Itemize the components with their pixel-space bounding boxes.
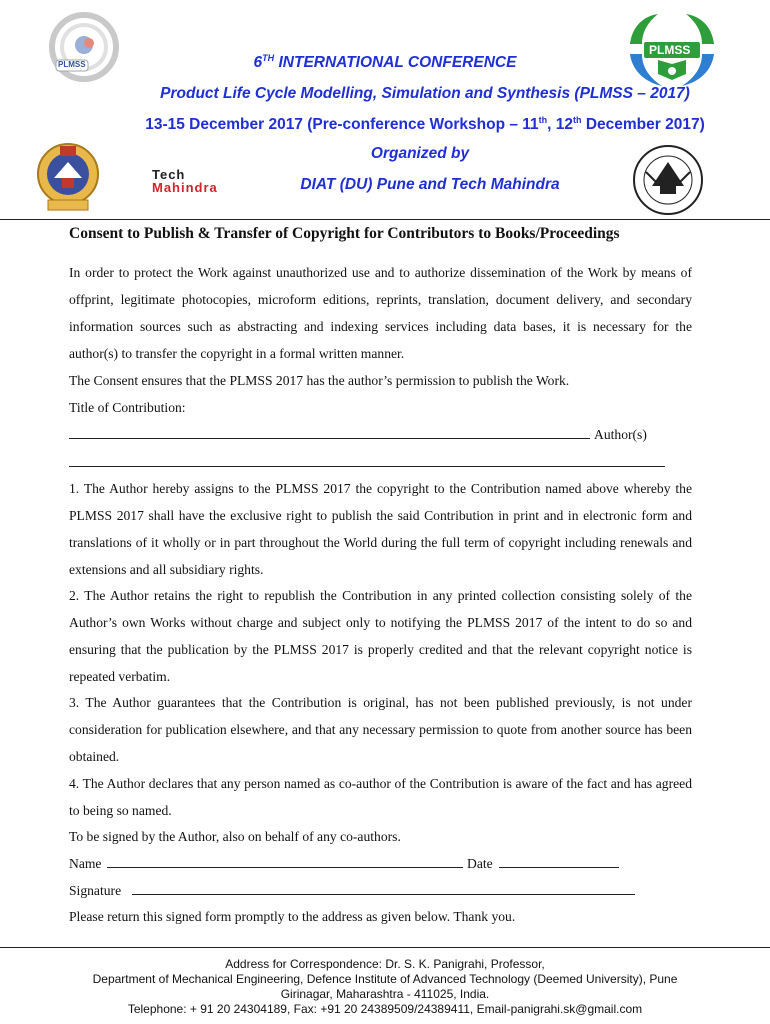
title-underline[interactable] bbox=[69, 438, 590, 439]
plmss-logo-left bbox=[48, 12, 120, 82]
authors-underline[interactable] bbox=[69, 466, 665, 467]
footer-contact-line: Telephone: + 91 20 24304189, Fax: +91 20 24389509/24389411, Email-panigrahi.sk@gmail.com bbox=[127, 1002, 643, 1016]
conference-dates bbox=[60, 115, 770, 134]
organized-by-label: Organized by bbox=[370, 145, 470, 162]
name-label: Name bbox=[69, 856, 102, 871]
clause-3: 3. The Author guarantees that the Contribution is original, has not been published previously, is not under consideration for publication elsewhere, and that any necessary permission to quote from another source has been obtained. bbox=[69, 695, 692, 764]
return-note: Please return this signed form promptly to the address as given below. Thank you. bbox=[69, 909, 516, 924]
form-title: Consent to Publish & Transfer of Copyright for Contributors to Books/Proceedings bbox=[69, 225, 620, 242]
footer-address-line2: Department of Mechanical Engineering, Defence Institute of Advanced Technology (Deemed University), Pune bbox=[92, 972, 678, 986]
conference-dates-sup2: th bbox=[573, 115, 582, 125]
signed-by-note: To be signed by the Author, also on behalf of any co-authors. bbox=[69, 829, 401, 844]
date-label: Date bbox=[467, 856, 493, 871]
clause-1: 1. The Author hereby assigns to the PLMSS 2017 the copyright to the Contribution named above whereby the PLMSS 2017 shall have the exclusive right to publish the said Contribution in print and in electronic form and translations of it wholly or in part throughout the World during the full term of copyright including renewals and extensions and all subsidiary rights. bbox=[69, 481, 692, 577]
clause-4: 4. The Author declares that any person named as co-author of the Contribution is aware of the fact and has agreed to being so named. bbox=[69, 776, 692, 818]
tech-mahindra-logo bbox=[152, 168, 244, 198]
conference-ordinal: 6 bbox=[253, 54, 263, 72]
consent-line: The Consent ensures that the PLMSS 2017 has the author’s permission to publish the Work. bbox=[69, 373, 570, 388]
title-of-contribution-label: Title of Contribution: bbox=[69, 400, 186, 415]
conference-title: Product Life Cycle Modelling, Simulation and Synthesis (PLMSS – 2017) bbox=[160, 85, 690, 102]
conference-dates-part-c: December 2017) bbox=[581, 116, 705, 134]
footer-address-line1: Address for Correspondence: Dr. S. K. Panigrahi, Professor, bbox=[225, 957, 545, 971]
conference-dates-part-a: 13-15 December 2017 (Pre-conference Workshop – 11 bbox=[145, 116, 539, 134]
plmss-logo-right bbox=[622, 8, 722, 90]
signature-label: Signature bbox=[69, 883, 122, 898]
footer-divider bbox=[0, 947, 770, 948]
conference-number-heading bbox=[170, 53, 600, 72]
date-field[interactable] bbox=[499, 867, 619, 868]
intro-paragraph: In order to protect the Work against unauthorized use and to authorize dissemination of the Work by means of offprint, legitimate photocopies, microform editions, reprints, translation, document delivery, and secondary information sources such as abstracting and indexing services including data bases, it is necessary for the author(s) to transfer the copyright in a formal written manner. bbox=[69, 265, 692, 361]
conference-label: INTERNATIONAL CONFERENCE bbox=[274, 54, 517, 72]
conference-ordinal-suffix: TH bbox=[262, 53, 275, 63]
plmss-logo-right-label: PLMSS bbox=[649, 43, 691, 57]
tech-mahindra-logo-line2: Mahindra bbox=[152, 180, 218, 195]
diat-emblem-logo bbox=[32, 138, 104, 214]
conference-dates-sup1: th bbox=[538, 115, 548, 125]
plmss-logo-left-label: PLMSS bbox=[58, 60, 86, 69]
clause-2: 2. The Author retains the right to republish the Contribution in any printed collection consisting solely of the Author’s own Works without charge and subject only to notifying the PLMSS 2017 of the intent to do so and ensuring that the publication by the PLMSS 2017 is properly credited and that the relevant copyright notice is repeated verbatim. bbox=[69, 588, 692, 684]
header-divider bbox=[0, 219, 770, 220]
tech-mahindra-logo-line1: Tech bbox=[152, 167, 186, 182]
signature-field[interactable] bbox=[132, 894, 635, 895]
organizers-line: DIAT (DU) Pune and Tech Mahindra bbox=[300, 176, 560, 193]
drdo-seal-logo bbox=[628, 142, 708, 218]
footer-address-line3: Girinagar, Maharashtra - 411025, India. bbox=[280, 987, 490, 1001]
authors-label: Author(s) bbox=[594, 427, 647, 442]
name-field[interactable] bbox=[107, 867, 463, 868]
conference-dates-part-b: , 12 bbox=[547, 116, 574, 134]
